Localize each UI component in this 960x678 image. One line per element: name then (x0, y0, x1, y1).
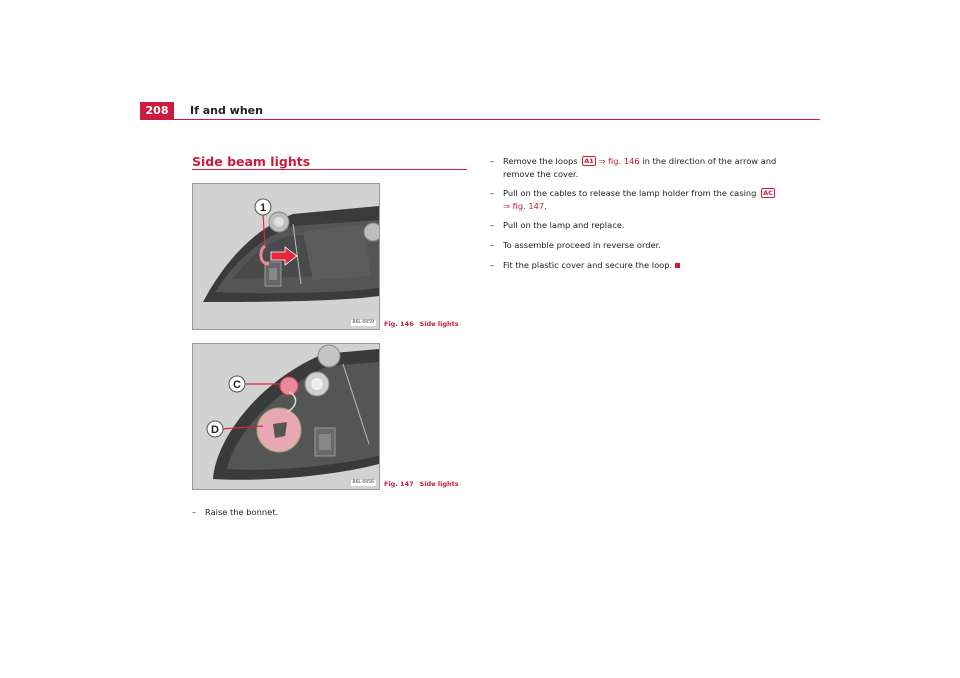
end-square-icon (675, 263, 680, 268)
figure-147-caption (384, 480, 465, 488)
lamp-housing-illustration-146 (193, 184, 379, 329)
page-number: 208 (140, 102, 174, 119)
step-dash: – (490, 260, 495, 270)
step-remove-loops (490, 155, 800, 180)
step-text: Pull on the cables to release the lamp holder from the casing (503, 188, 757, 198)
step-text: To assemble proceed in reverse order. (503, 240, 661, 250)
section-title: Side beam lights (192, 154, 311, 169)
figure-147-number: Fig. 147 (384, 480, 414, 488)
figure-146-image (192, 183, 380, 330)
step-dash: – (192, 507, 197, 517)
figure-146-caption (384, 320, 465, 328)
section-rule (192, 169, 467, 170)
chapter-title: If and when (190, 104, 263, 117)
step-text: Raise the bonnet. (205, 507, 279, 517)
step-dash: – (490, 156, 495, 166)
step-fit-cover (490, 259, 800, 272)
figure-147-caption-text: Side lights (419, 480, 459, 488)
step-text-cont: . (544, 200, 547, 211)
step-reassemble (490, 239, 800, 252)
lamp-housing-illustration-147 (193, 344, 379, 489)
figure-146-code: B6L-0059 (352, 320, 374, 325)
step-dash: – (490, 188, 495, 198)
figure-ref-link[interactable]: ⇒ fig. 147 (503, 200, 545, 211)
callout-ac: AC (763, 189, 773, 197)
step-dash: – (490, 240, 495, 250)
step-text-cont: in the direction of the arrow and remove the cover. (503, 156, 777, 179)
figure-147-code: B6L-0056 (352, 480, 374, 485)
step-text: Remove the loops (503, 156, 578, 166)
callout-a1: A1 (584, 157, 594, 165)
figure-147-label-c: C (233, 379, 241, 391)
step-dash: – (490, 220, 495, 230)
step-pull-cables (490, 187, 800, 212)
figure-147-image (192, 343, 380, 490)
header-rule (140, 119, 820, 120)
figure-146-number: Fig. 146 (384, 320, 414, 328)
step-text: Fit the plastic cover and secure the loop. (503, 260, 673, 270)
figure-146-caption-text: Side lights (419, 320, 459, 328)
step-text: Pull on the lamp and replace. (503, 220, 625, 230)
figure-ref-link[interactable]: ⇒ fig. 146 (598, 156, 640, 166)
figure-146-label-1: 1 (259, 202, 267, 214)
figure-147-label-d: D (211, 424, 219, 436)
step-raise-bonnet (192, 506, 502, 519)
step-replace-lamp (490, 219, 800, 232)
